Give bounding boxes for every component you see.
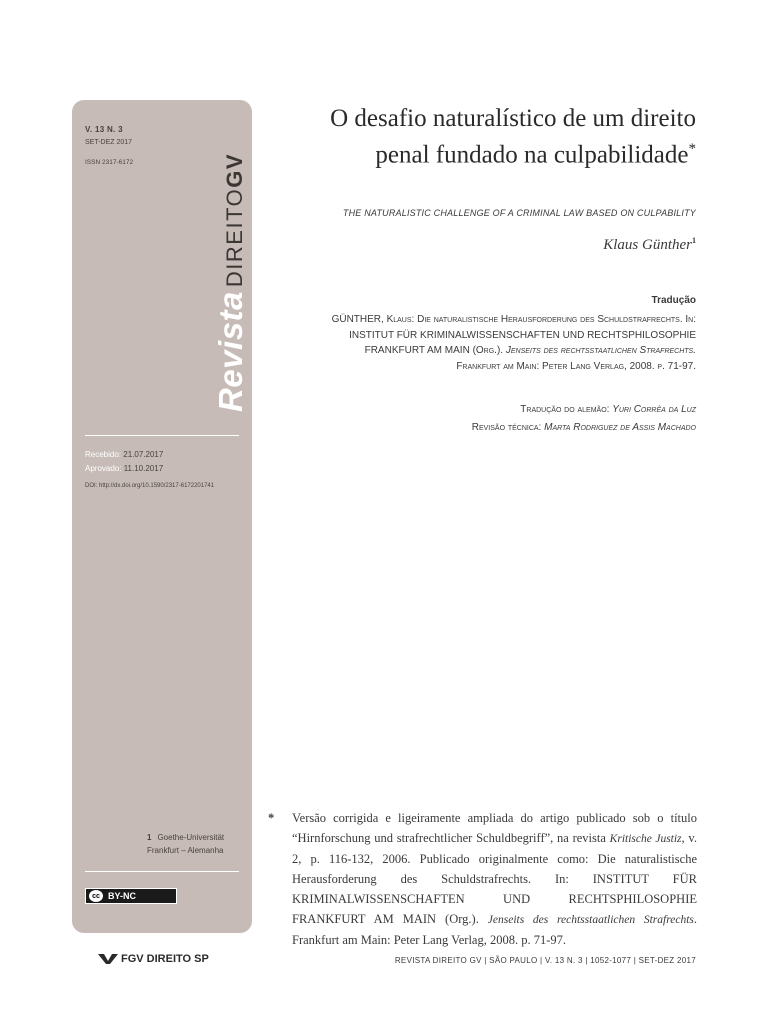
approved-label: Aprovado: [85, 464, 122, 473]
footnote-mark: * [268, 811, 275, 825]
logo-revista: Revista [212, 291, 249, 412]
approved-date [85, 464, 163, 473]
journal-sidebar [72, 100, 252, 933]
article-title [296, 104, 696, 170]
fgv-brand [98, 953, 209, 965]
translator-name: Yuri Corrêa da Luz [612, 404, 696, 415]
reviewer-label: Revisão técnica: [471, 422, 542, 433]
received-label: Recebido: [85, 450, 122, 459]
footnote-text [292, 808, 697, 950]
author-footnote-mark: 1 [692, 236, 696, 245]
author-text: Klaus Günther [603, 237, 692, 253]
sidebar-divider-bottom [85, 871, 239, 872]
logo-gv: GV [222, 152, 247, 188]
cc-license-badge[interactable] [85, 888, 177, 904]
title-text: O desafio naturalístico de um direito penal fundado na culpabilidade [330, 105, 696, 169]
footnote-part2: , v. 2, p. 116-132, 2006. Publicado originalmente como: Die naturalistische Herausforderung des Schuldstrafrechts. In: INSTITUT FÜR KRIMINALWISSENSCHAFTEN UND RECHTSPHILOSOPHIE FRANKFURT AM MAIN (Org.). [292, 831, 697, 926]
footnote-italic2: Jenseits des rechtsstaatlichen Strafrechts [487, 914, 694, 926]
running-footer: REVISTA DIREITO GV | SÃO PAULO | V. 13 N. 3 | 1052-1077 | SET-DEZ 2017 [394, 956, 696, 965]
translator-credit [520, 404, 696, 415]
affiliation-text: Goethe-Universität Frankfurt – Alemanha [147, 833, 225, 855]
received-value: 21.07.2017 [123, 450, 164, 459]
footnote [268, 808, 697, 950]
footnote-part1: Versão corrigida e ligeiramente ampliada do artigo publicado sob o título “Hirnforschung und strafrechtlicher Schuldbegriff”, na revista [292, 811, 697, 845]
license-label: BY-NC [108, 891, 137, 901]
issue-period: SET-DEZ 2017 [85, 139, 133, 146]
fgv-logo-icon [98, 954, 118, 964]
translation-label: Tradução [651, 295, 696, 306]
footnote-part3: . Frankfurt am Main: Peter Lang Verlag, 2008. p. 71-97. [292, 912, 697, 947]
english-title: THE NATURALISTIC CHALLENGE OF A CRIMINAL LAW BASED ON CULPABILITY [342, 208, 696, 218]
issn: ISSN 2317-6172 [85, 159, 134, 166]
creative-commons-icon: cc [89, 890, 103, 902]
doi-link[interactable]: DOI: http://dx.doi.org/10.1590/2317-6172201741 [85, 483, 215, 489]
brand-text: FGV DIREITO SP [121, 953, 209, 965]
reference-part1: GÜNTHER, Klaus: Die naturalistische Herausforderung des Schuldstrafrechts. In: INSTITUT FÜR KRIMINALWISSENSCHAFTEN UND RECHTSPHILOSOPHIE FRANKFURT AM MAIN (Org.). [331, 314, 696, 356]
reference-italic: Jenseits des rechtsstaatlichen Strafrechts. [505, 345, 696, 356]
reference-part2: Frankfurt am Main: Peter Lang Verlag, 2008. p. 71-97. [456, 360, 696, 372]
reviewer-name: Marta Rodriguez de Assis Machado [544, 422, 696, 433]
author-affiliation [147, 831, 242, 857]
sidebar-divider [85, 435, 239, 436]
title-footnote-mark: * [688, 141, 696, 157]
footnote-italic1: Kritische Justiz [609, 833, 682, 845]
journal-logo [212, 122, 249, 412]
author-name [603, 236, 696, 254]
approved-value: 11.10.2017 [123, 464, 164, 473]
reviewer-credit [472, 422, 696, 433]
translator-label: Tradução do alemão: [520, 404, 610, 415]
volume-number: V. 13 N. 3 [85, 125, 123, 134]
received-date [85, 450, 163, 459]
original-reference [326, 312, 696, 374]
affiliation-number: 1 [147, 833, 152, 842]
logo-direito: DIREITO [222, 187, 247, 288]
